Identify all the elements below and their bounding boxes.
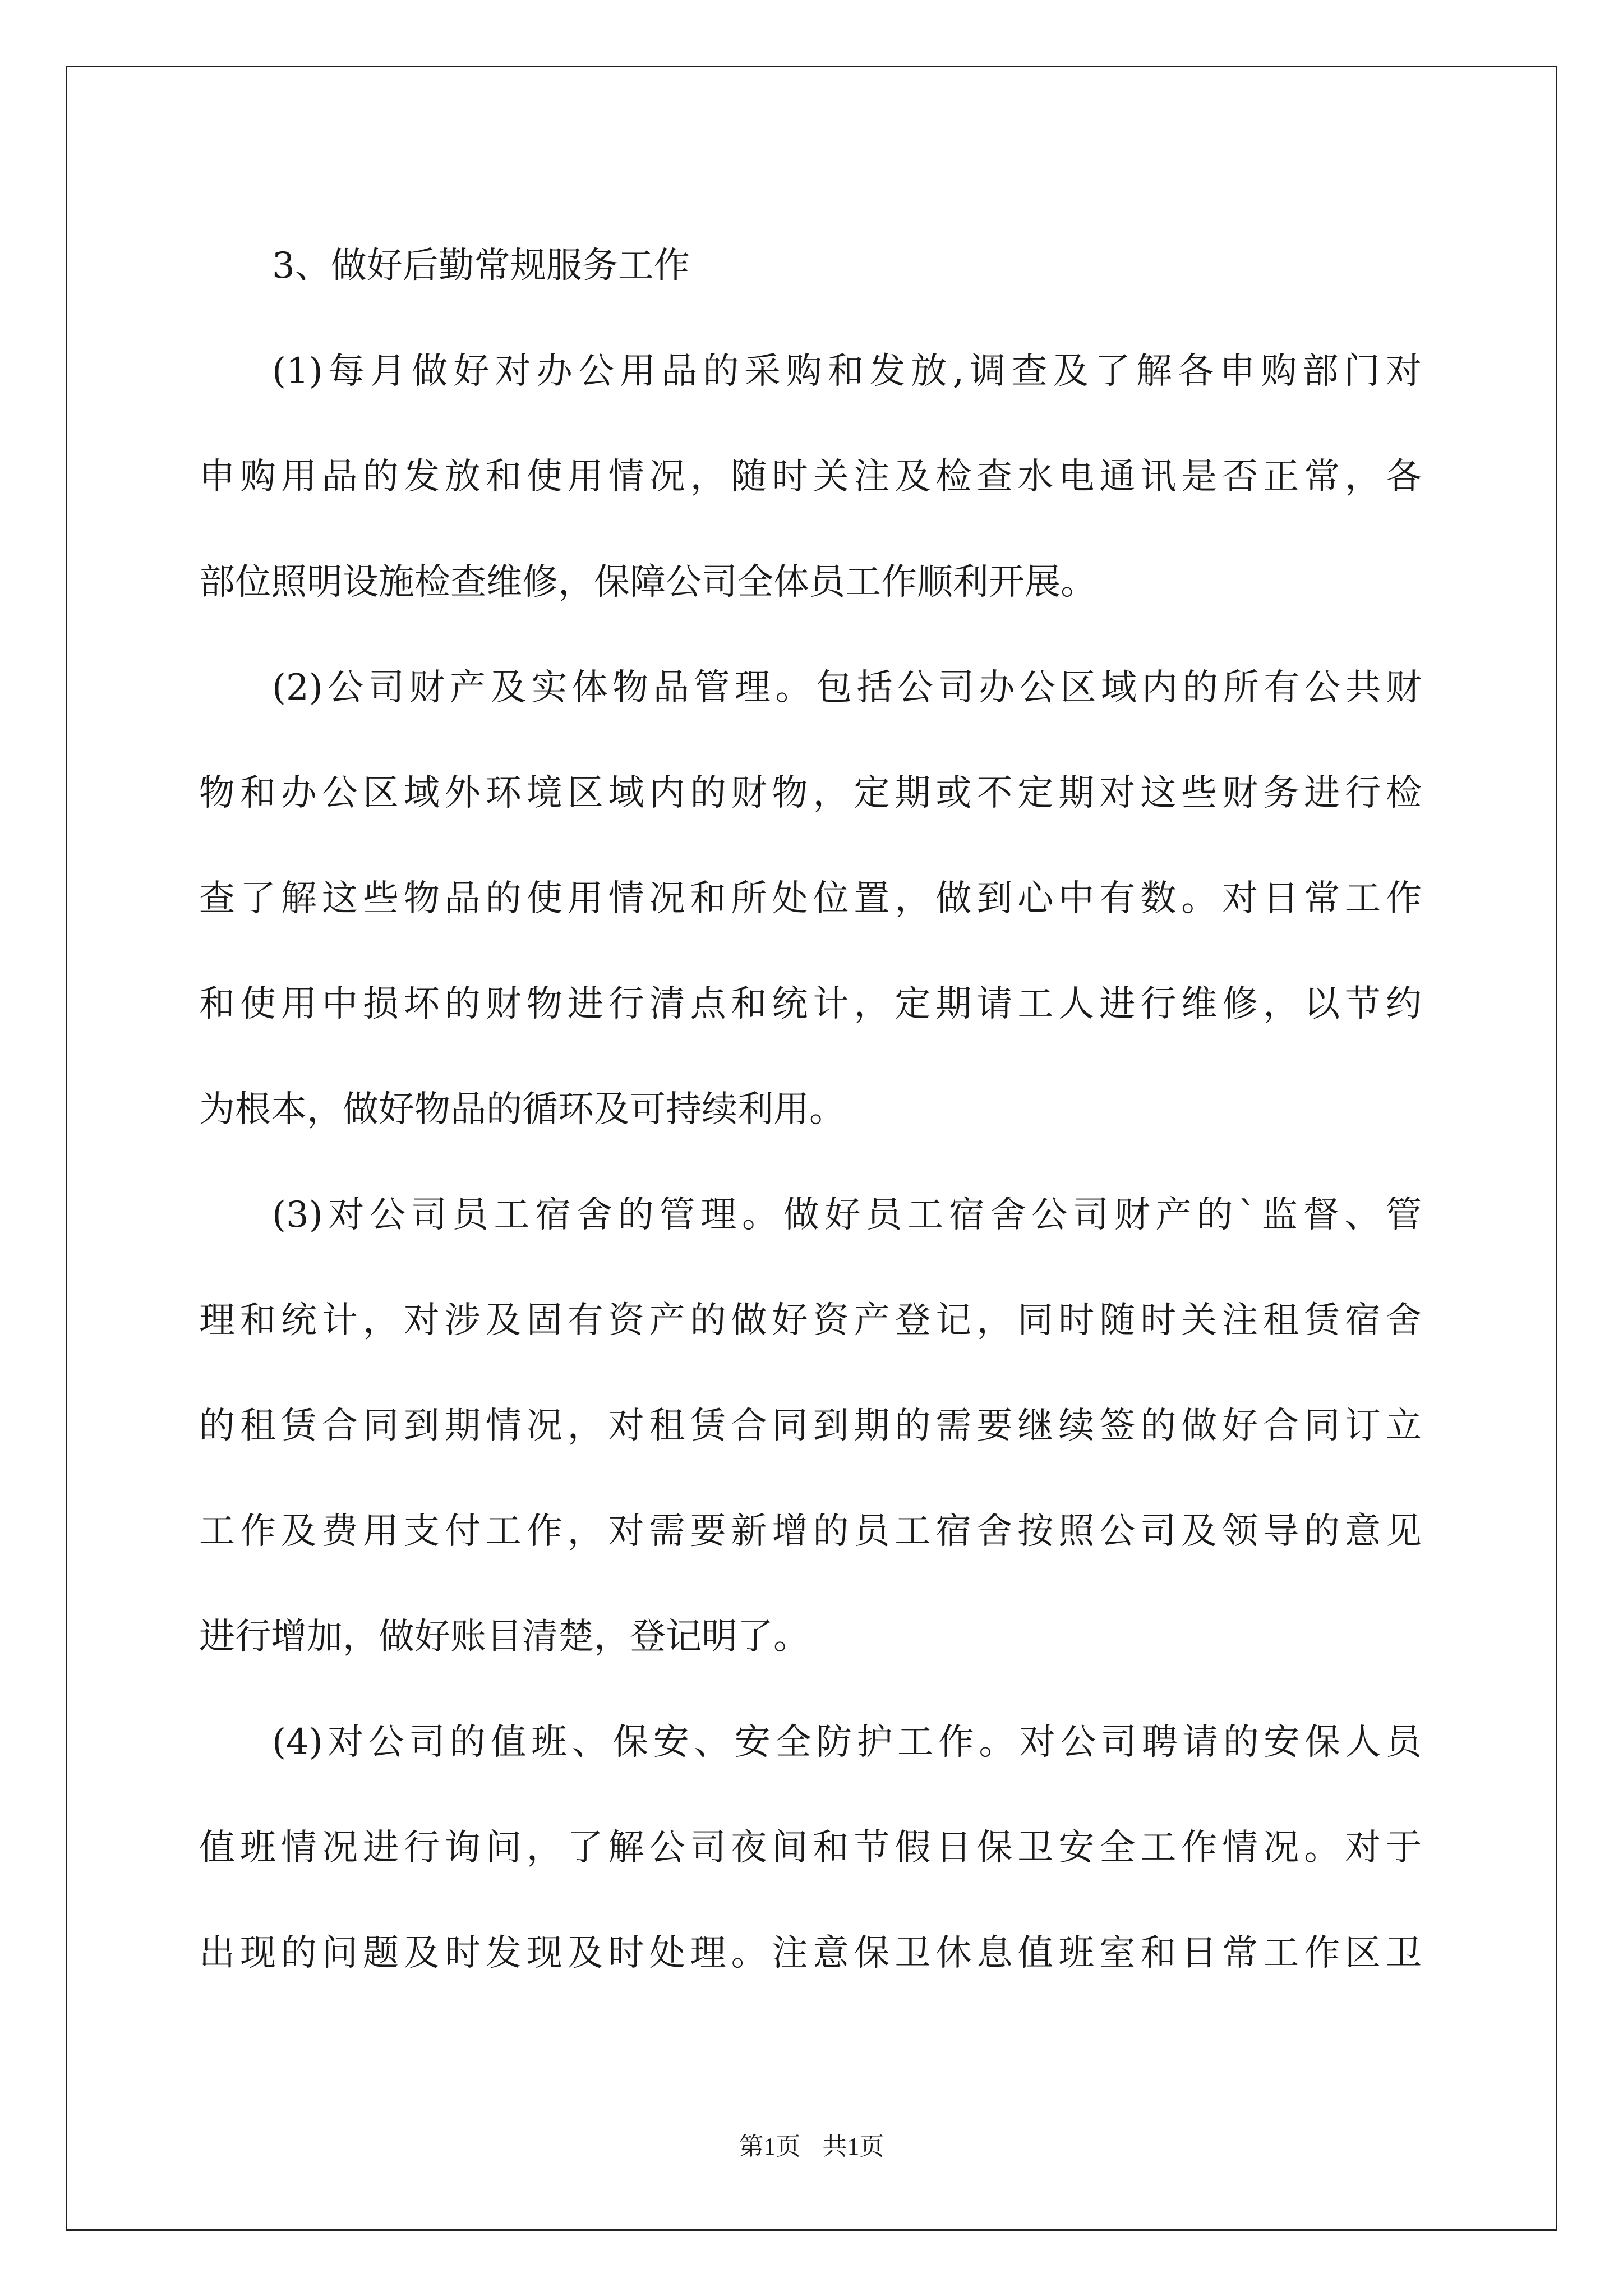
paragraph-line: 工作及费用支付工作，对需要新增的员工宿舍按照公司及领导的意见	[199, 1511, 1422, 1552]
page-number-current: 第1页	[739, 2133, 801, 2160]
paragraph-line: (3)对公司员工宿舍的管理。做好员工宿舍公司财产的`监督、管	[272, 1194, 1422, 1236]
paragraph-line: 值班情况进行询问，了解公司夜间和节假日保卫安全工作情况。对于	[199, 1827, 1422, 1869]
paragraph-line: 物和办公区域外环境区域内的财物，定期或不定期对这些财务进行检	[199, 772, 1422, 814]
paragraph-line: 进行增加，做好账目清楚，登记明了。	[199, 1616, 809, 1658]
paragraph-line: 部位照明设施检查维修，保障公司全体员工作顺利开展。	[199, 562, 1096, 603]
section-heading: 3、做好后勤常规服务工作	[272, 245, 690, 287]
paragraph-4	[199, 1690, 1422, 2006]
paragraph-line: (1)每月做好对办公用品的采购和发放,调查及了解各申购部门对	[272, 351, 1422, 392]
paragraph-line: (4)对公司的值班、保安、安全防护工作。对公司聘请的安保人员	[272, 1722, 1422, 1763]
paragraph-line: 的租赁合同到期情况，对租赁合同到期的需要继续签的做好合同订立	[199, 1405, 1422, 1447]
paragraph-line: 为根本，做好物品的循环及可持续利用。	[199, 1089, 845, 1130]
paragraph-2	[199, 635, 1422, 1162]
paragraph-line: 查了解这些物品的使用情况和所处位置，做到心中有数。对日常工作	[199, 878, 1422, 919]
paragraph-3	[199, 1162, 1422, 1690]
page-footer	[0, 2126, 1623, 2162]
paragraph-line: 理和统计，对涉及固有资产的做好资产登记，同时随时关注租赁宿舍	[199, 1300, 1422, 1341]
paragraph-1	[199, 319, 1422, 635]
paragraph-line: 申购用品的发放和使用情况，随时关注及检查水电通讯是否正常，各	[199, 456, 1422, 498]
paragraph-line: 和使用中损坏的财物进行清点和统计，定期请工人进行维修，以节约	[199, 983, 1422, 1025]
document-body	[199, 213, 1422, 2006]
paragraph-line: (2)公司财产及实体物品管理。包括公司办公区域内的所有公共财	[272, 667, 1422, 708]
paragraph-line: 出现的问题及时发现及时处理。注意保卫休息值班室和日常工作区卫	[199, 1932, 1422, 1974]
page-number-total: 共1页	[822, 2133, 884, 2160]
